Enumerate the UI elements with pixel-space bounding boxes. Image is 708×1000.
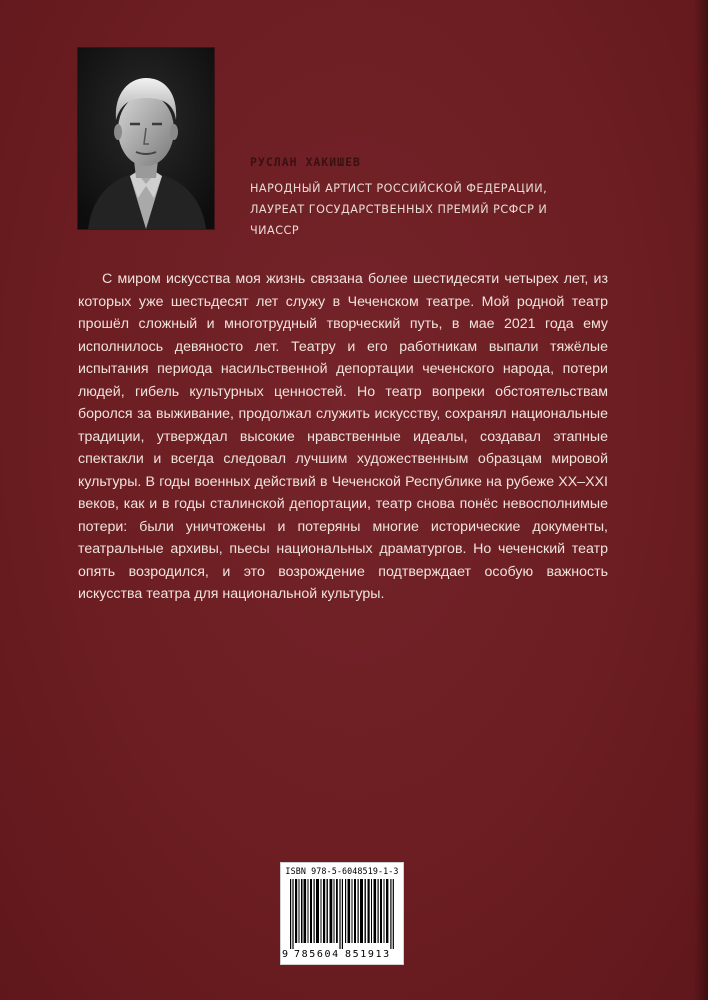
spine-shadow (694, 0, 708, 1000)
isbn-barcode (280, 862, 404, 965)
barcode-digits-right: 851913 (345, 949, 391, 960)
barcode-digit-lead: 9 (282, 949, 289, 960)
barcode-digits-left: 785604 (294, 949, 340, 960)
isbn-label: ISBN 978-5-6048519-1-3 (285, 866, 399, 876)
author-portrait (78, 48, 214, 229)
back-cover-text: С миром искусства моя жизнь связана более шестидесяти четырех лет, из которых уже шестьдесят лет служу в Чеченском театре. Мой родной театр прошёл сложный и многотрудный творческий путь, в мае 2021 года ему исполнилось девяносто лет. Театру и его работникам выпали тяжёлые испытания периода насильственной депортации чеченского народа, потери людей, гибель культурных ценностей. Но театр вопреки обстоятельствам боролся за выживание, продолжал служить искусству, сохранял национальные традиции, утверждал высокие нравственные идеалы, создавал этапные спектакли и всегда следовал лучшим художественным образцам мировой культуры. В годы военных действий в Чеченской Республике на рубеже XX–XXI веков, как и в годы сталинской депортации, театр снова понёс невосполнимые потери: были уничтожены и потеряны многие исторические документы, театральные архивы, пьесы национальных драматургов. Но чеченский театр опять возродился, и это возрождение подтверждает особую важность искусства театра для национальной культуры. (78, 271, 608, 602)
author-title: НАРОДНЫЙ АРТИСТ РОССИЙСКОЙ ФЕДЕРАЦИИ, ЛАУРЕАТ ГОСУДАРСТВЕННЫХ ПРЕМИЙ РСФСР И ЧИАССР (250, 182, 548, 237)
author-name: РУСЛАН ХАКИШЕВ (250, 155, 361, 169)
barcode-bars (290, 879, 394, 949)
